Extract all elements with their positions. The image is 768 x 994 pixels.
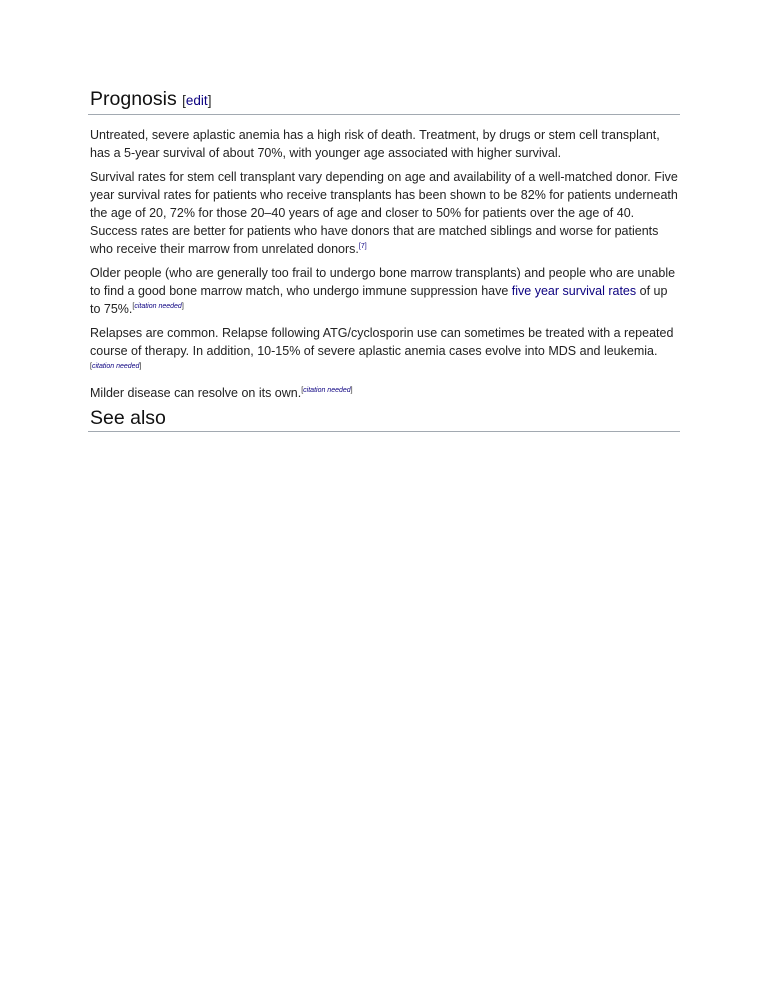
five-year-survival-link[interactable]: five year survival rates bbox=[511, 284, 637, 298]
citation-needed-link[interactable]: citation needed bbox=[91, 363, 140, 370]
reference-7 bbox=[359, 243, 367, 250]
citation-needed: [citation needed] bbox=[132, 303, 184, 310]
paragraph-text: Survival rates for stem cell transplant vary depending on age and availability of a well-matched donor. Five year survival rates for patients who receive transplants has been shown to be 82% for patients underneath the age of 20, 72% for those 20–40 years of age and closer to 50% for patients over the age of 40. Success rates are better for patients who have donors that are matched siblings and worse for patients who receive their marrow from unrelated donors. bbox=[90, 170, 678, 256]
citation-needed-link[interactable]: citation needed bbox=[134, 303, 182, 310]
paragraph-text: Older people (who are generally too frail to undergo bone marrow transplants) and people who are unable to find a good bone marrow match, who undergo immune suppression have bbox=[90, 266, 676, 298]
citation-needed: [citation needed] bbox=[90, 363, 142, 370]
paragraph-treatment: Untreated, severe aplastic anemia has a high risk of death. Treatment, by drugs or stem cell transplant, has a 5-year survival of about 70%, with younger age associated with higher survival. bbox=[90, 128, 660, 160]
citation-needed-link[interactable]: citation needed bbox=[303, 387, 351, 394]
paragraph-text: Milder disease can resolve on its own. bbox=[90, 386, 302, 400]
paragraph-text: of up to 75%. bbox=[90, 284, 668, 316]
paragraph-relapses bbox=[88, 324, 680, 378]
heading-text: See also bbox=[90, 407, 166, 429]
reference-link[interactable]: [7] bbox=[358, 243, 367, 250]
citation-needed: [citation needed] bbox=[301, 387, 353, 394]
paragraph-survival-rates bbox=[88, 168, 680, 258]
edit-section: [edit] bbox=[182, 93, 212, 108]
section-heading-see-also bbox=[88, 405, 680, 432]
paragraph-text: Relapses are common. Relapse following ATG/cyclosporin use can sometimes be treated with a repeated course of therapy. In addition, 10-15% of severe aplastic anemia cases evolve into MDS and leukemia. bbox=[90, 326, 674, 358]
heading-text: Prognosis bbox=[90, 88, 177, 110]
section-heading-prognosis bbox=[88, 86, 680, 115]
paragraph-milder-disease bbox=[88, 384, 680, 402]
paragraph-older-people bbox=[88, 264, 680, 318]
article-content bbox=[88, 86, 680, 432]
edit-link[interactable]: edit bbox=[185, 93, 208, 108]
